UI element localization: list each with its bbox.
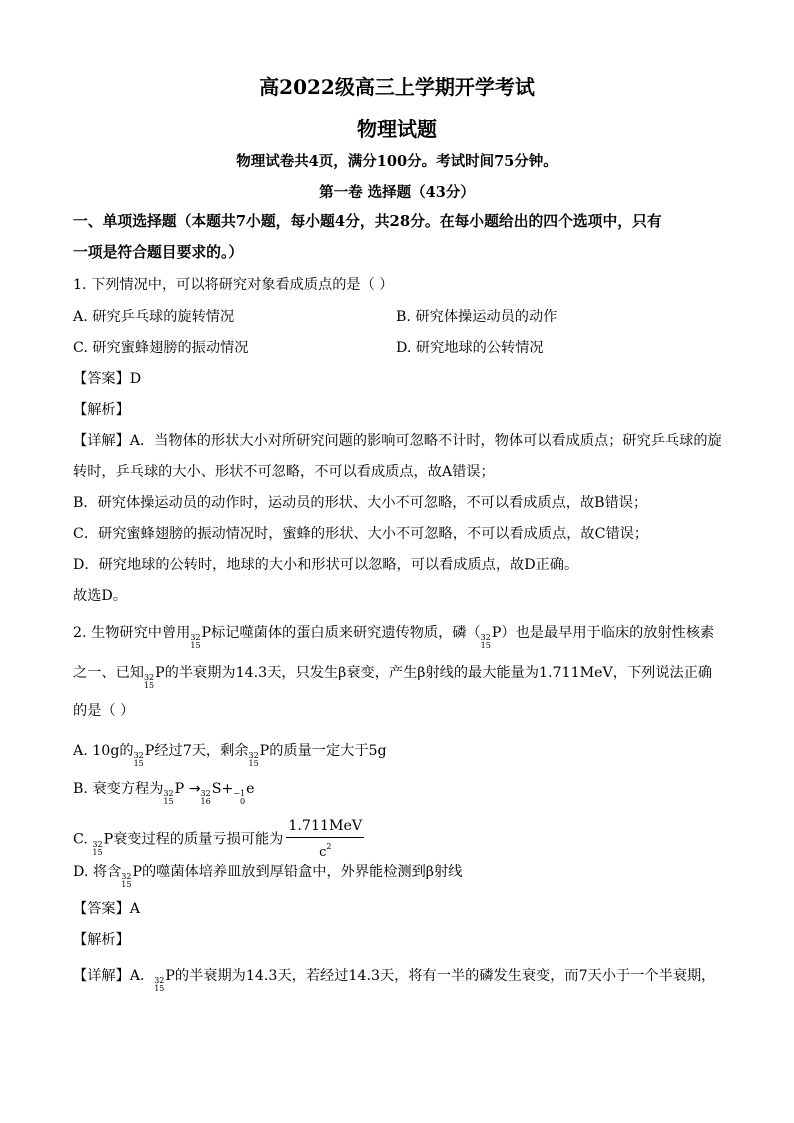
q2-detail-line1 xyxy=(73,966,715,993)
text: e xyxy=(246,781,255,797)
subject-title: 物理试题 xyxy=(357,117,437,141)
q1-detail-line2: 转时，乒乓球的大小、形状不可忽略，不可以看成质点，故A错误； xyxy=(73,464,495,480)
answer-value: D xyxy=(129,371,142,387)
nuclide-p32: 32 15 xyxy=(143,673,155,690)
nuclide-p32: 32 15 xyxy=(154,976,165,993)
q2-option-b xyxy=(73,779,255,806)
nuclide-p32: 32 15 xyxy=(133,751,144,768)
q1-stem: 1. 下列情况中，可以将研究对象看成质点的是（ ） xyxy=(73,277,394,293)
q1-detail-line1 xyxy=(73,431,722,451)
exam-title: 高2022级高三上学期开学考试 xyxy=(259,75,535,99)
text: P标记噬菌体的蛋白质来研究遗传物质，磷（ xyxy=(201,625,481,641)
arrow-icon: → xyxy=(188,781,201,797)
detail-label: 【详解】 xyxy=(73,433,130,449)
q2-option-d xyxy=(73,862,462,889)
q1-option-d: D. 研究地球的公转情况 xyxy=(396,340,544,356)
text: D. 将含 xyxy=(73,864,122,880)
nuclide-electron: −1 0 xyxy=(233,789,246,806)
q2-analysis-label: 【解析】 xyxy=(73,932,130,948)
text: C. xyxy=(73,831,93,848)
nuclide-p32: 32 15 xyxy=(163,789,174,806)
section-heading-line1: 一、单项选择题（本题共7小题，每小题4分，共28分。在每小题给出的四个选项中，只有 xyxy=(73,213,662,230)
q1-option-c: C. 研究蜜蜂翅膀的振动情况 xyxy=(73,340,249,356)
answer-label: 【答案】 xyxy=(73,371,130,387)
text: P衰变过程的质量亏损可能为 xyxy=(103,831,284,848)
q1-option-b: B. 研究体操运动员的动作 xyxy=(396,309,558,325)
text: P经过7天，剩余 xyxy=(144,743,249,759)
text: P的半衰期为14.3天，只发生β衰变，产生β射线的最大能量为1.711MeV，下列说法正确 xyxy=(155,665,713,681)
mass-defect-fraction xyxy=(286,818,364,861)
text: 2. 生物研究中曾用 xyxy=(73,625,191,641)
nuclide-p32: 32 15 xyxy=(121,872,132,889)
text: 之一、已知 xyxy=(73,665,144,681)
q2-stem-line1 xyxy=(73,623,714,650)
text: S+ xyxy=(211,781,234,797)
text: A． xyxy=(129,968,155,984)
nuclide-p32: 32 15 xyxy=(190,633,201,650)
answer-label: 【答案】 xyxy=(73,901,130,917)
q1-conclusion: 故选D。 xyxy=(73,588,127,604)
nuclide-p32: 32 15 xyxy=(92,839,103,857)
q2-option-c xyxy=(73,818,364,861)
q1-detail-line3: B．研究体操运动员的动作时，运动员的形状、大小不可忽略，不可以看成质点，故B错误； xyxy=(73,495,648,511)
answer-value: A xyxy=(129,901,141,917)
section-heading-line2: 一项是符合题目要求的。） xyxy=(73,244,244,261)
q1-answer xyxy=(73,369,141,389)
part-title: 第一卷 选择题（43分） xyxy=(319,184,475,201)
q1-analysis-label: 【解析】 xyxy=(73,402,130,418)
nuclide-p32: 32 15 xyxy=(248,751,259,768)
nuclide-p32: 32 15 xyxy=(480,633,491,650)
detail-label: 【详解】 xyxy=(73,968,130,984)
fraction-numerator: 1.711MeV xyxy=(286,818,364,838)
fraction-denominator: $c^2$ xyxy=(319,842,332,860)
q2-stem-line2 xyxy=(73,663,712,690)
text: A. 10g的 xyxy=(73,743,134,759)
q1-detail-line4: C．研究蜜蜂翅膀的振动情况时，蜜蜂的形状、大小不可忽略，不可以看成质点，故C错误； xyxy=(73,526,649,542)
text: P的质量一定大于5g xyxy=(259,743,387,759)
q2-stem-line3: 的是（ ） xyxy=(73,703,135,719)
text: P xyxy=(174,781,185,797)
text: P）也是最早用于临床的放射性核素 xyxy=(491,625,715,641)
text: B. 衰变方程为 xyxy=(73,781,164,797)
text: P的噬菌体培养皿放到厚铅盒中，外界能检测到β射线 xyxy=(132,864,463,880)
q2-option-a xyxy=(73,741,387,768)
q1-option-a: A. 研究乒乓球的旋转情况 xyxy=(73,309,235,325)
text: P的半衰期为14.3天，若经过14.3天，将有一半的磷发生衰变，而7天小于一个半衰期， xyxy=(165,968,716,984)
nuclide-s32: 32 16 xyxy=(200,789,211,806)
q1-detail-line5: D．研究地球的公转时，地球的大小和形状可以忽略，可以看成质点，故D正确。 xyxy=(73,557,579,573)
exam-info: 物理试卷共4页，满分100分。考试时间75分钟。 xyxy=(236,153,558,170)
detail-text: A．当物体的形状大小对所研究问题的影响可忽略不计时，物体可以看成质点；研究乒乓球的旋 xyxy=(129,433,722,449)
q2-answer xyxy=(73,899,140,919)
